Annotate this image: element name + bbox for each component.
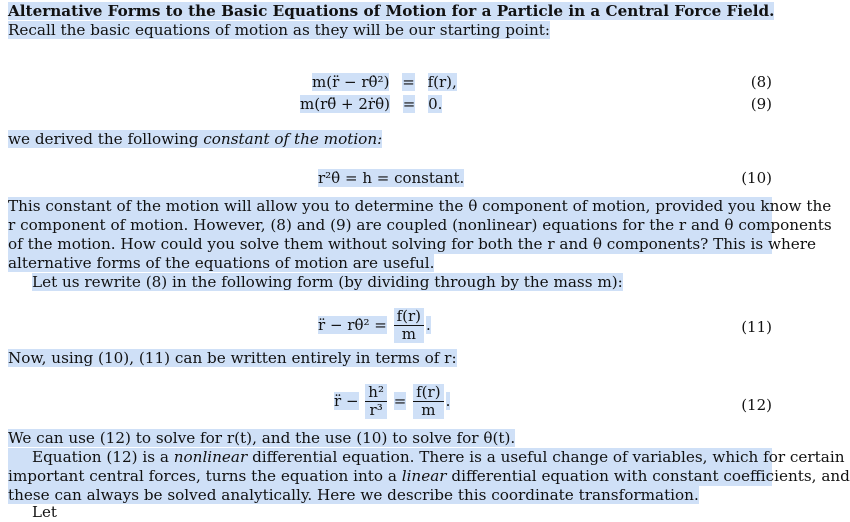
fraction-f-over-m: $\frac{f(r)}{m}$ [394,308,424,343]
fraction-f-over-m-2: $\frac{f(r)}{m}$ [413,384,443,419]
equation-8: m(r̈ − rθ̇²) = f(r), [312,73,457,91]
equation-9: m(rθ̈ + 2ṙθ̇) = 0. [300,95,443,113]
equation-11: r̈ − rθ̇² = $\frac{f(r)}{m}$ . [318,307,431,343]
equation-9-number: (9) [750,95,772,113]
paragraph-2-line-1: Equation (12) is a nonlinear differential equation. There is a useful change of variables, which for certain [8,448,772,467]
rewrite-line: Let us rewrite (8) in the following form (by dividing through by the mass m): [32,273,623,291]
paragraph-1-line-4: alternative forms of the equations of motion are useful. [8,254,435,272]
equation-10-number: (10) [741,169,772,187]
now-using-line: Now, using (10), (11) can be written entirely in terms of r: [8,349,457,367]
cut-off-text: Let [32,503,57,521]
equation-12-number: (12) [741,396,772,414]
equation-12: r̈ − $\frac{\text{h²}}{\text{r³}}$ = $\frac{f(r)}{m}$ . [334,383,451,419]
paragraph-1-line-1: This constant of the motion will allow you to determine the θ component of motion, provided you know the [8,197,832,215]
solve-line: We can use (12) to solve for r(t), and the use (10) to solve for θ(t). [8,429,516,447]
equation-10: r²θ̇ = h = constant. [318,169,465,187]
derived-line: we derived the following constant of the motion: [8,130,383,148]
paragraph-1-line-3: of the motion. How could you solve them without solving for both the r and θ components? This is where [8,235,817,253]
section-title: Alternative Forms to the Basic Equations of Motion for a Particle in a Central Force Field. [8,2,775,20]
equation-11-number: (11) [741,318,772,336]
equation-8-number: (8) [750,73,772,91]
fraction-h2-over-r3: $\frac{\text{h²}}{\text{r³}}$ [365,384,387,419]
paragraph-1-line-2: r component of motion. However, (8) and (9) are coupled (nonlinear) equations for the r and θ components [8,216,832,234]
paragraph-2-line-2: important central forces, turns the equation into a linear differential equation with constant coefficients, and [8,467,850,485]
paragraph-2-line-3: these can always be solved analytically. Here we describe this coordinate transformation. [8,486,699,504]
intro-line: Recall the basic equations of motion as they will be our starting point: [8,21,551,39]
